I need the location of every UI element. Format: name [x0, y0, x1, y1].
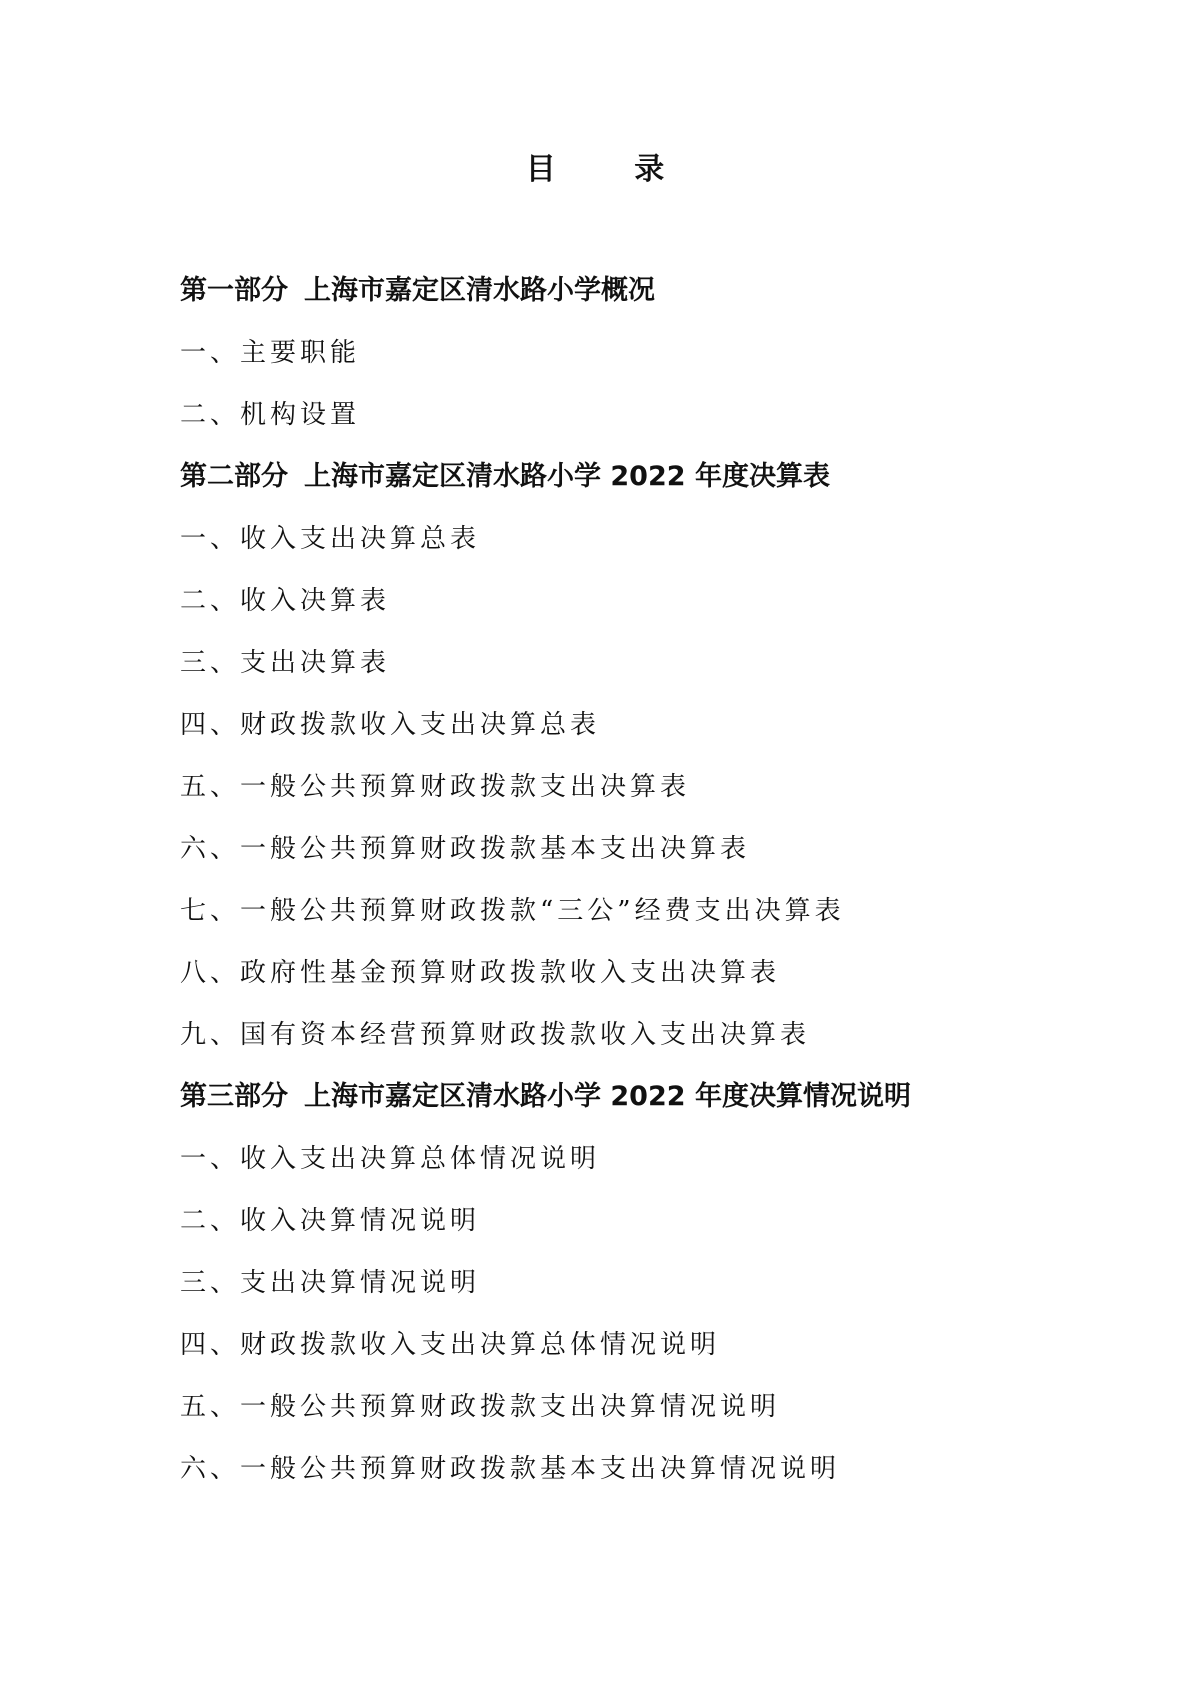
toc-item: 三、支出决算情况说明	[180, 1268, 481, 1298]
part-label: 第一部分	[180, 275, 288, 306]
toc-item: 一、收入支出决算总表	[180, 524, 481, 554]
part-text: 上海市嘉定区清水路小学 2022 年度决算表	[304, 461, 830, 492]
toc-item: 九、国有资本经营预算财政拨款收入支出决算表	[180, 1020, 811, 1050]
toc-part-1	[180, 276, 1080, 338]
part-text: 上海市嘉定区清水路小学 2022 年度决算情况说明	[304, 1081, 911, 1112]
toc-title: 目 录	[525, 152, 699, 187]
part-text: 上海市嘉定区清水路小学概况	[304, 275, 655, 306]
part-label: 第三部分	[180, 1081, 288, 1112]
toc-item: 一、收入支出决算总体情况说明	[180, 1144, 601, 1174]
toc-item: 二、收入决算表	[180, 586, 391, 616]
toc-item: 八、政府性基金预算财政拨款收入支出决算表	[180, 958, 781, 988]
toc-item: 五、一般公共预算财政拨款支出决算情况说明	[180, 1392, 781, 1422]
toc-list	[180, 276, 1080, 1516]
toc-item: 二、机构设置	[180, 400, 361, 430]
toc-item: 六、一般公共预算财政拨款基本支出决算表	[180, 834, 751, 864]
part-label: 第二部分	[180, 461, 288, 492]
toc-item: 六、一般公共预算财政拨款基本支出决算情况说明	[180, 1454, 841, 1484]
toc-item: 三、支出决算表	[180, 648, 391, 678]
toc-part-3	[180, 1082, 1080, 1144]
toc-item: 五、一般公共预算财政拨款支出决算表	[180, 772, 691, 802]
toc-item: 七、一般公共预算财政拨款“三公”经费支出决算表	[180, 896, 845, 926]
toc-part-2	[180, 462, 1080, 524]
toc-item: 四、财政拨款收入支出决算总表	[180, 710, 601, 740]
toc-item: 四、财政拨款收入支出决算总体情况说明	[180, 1330, 721, 1360]
toc-item: 二、收入决算情况说明	[180, 1206, 481, 1236]
toc-item: 一、主要职能	[180, 338, 361, 368]
